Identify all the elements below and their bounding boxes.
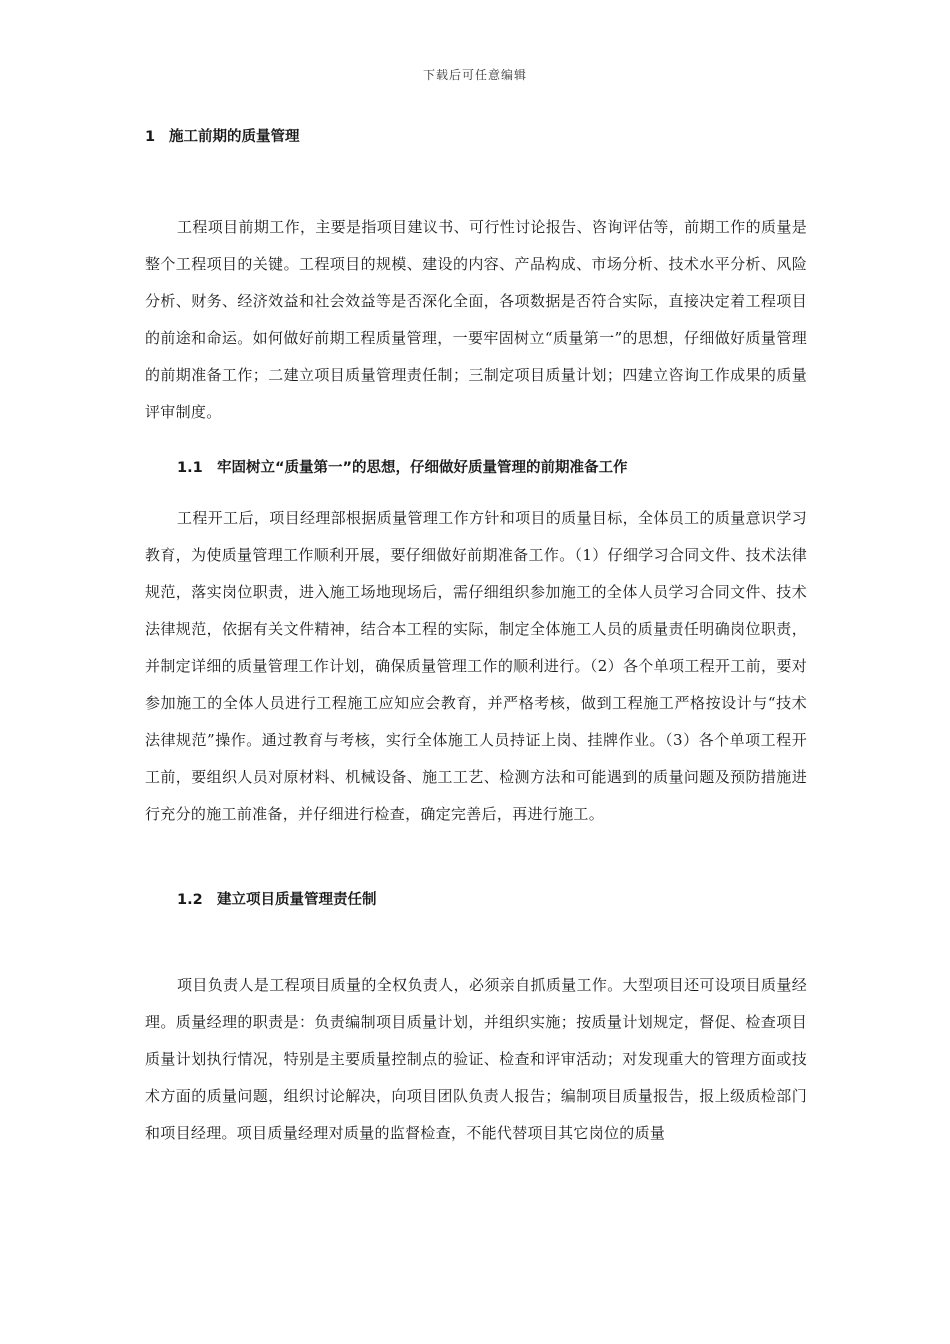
section-1-1-title: 牢固树立“质量第一”的思想，仔细做好质量管理的前期准备工作	[217, 460, 628, 476]
section-1-title: 施工前期的质量管理	[169, 129, 300, 145]
section-1-2-number: 1.2	[177, 892, 203, 908]
section-1-2-title: 建立项目质量管理责任制	[217, 892, 377, 908]
section-1-1-heading	[145, 453, 807, 483]
section-1-1-paragraph: 工程开工后，项目经理部根据质量管理工作方针和项目的质量目标，全体员工的质量意识学习教育，为使质量管理工作顺利开展，要仔细做好前期准备工作。（1）仔细学习合同文件、技术法律规范，落实岗位职责，进入施工场地现场后，需仔细组织参加施工的全体人员学习合同文件、技术法律规范，依据有关文件精神，结合本工程的实际，制定全体施工人员的质量责任明确岗位职责，并制定详细的质量管理工作计划，确保质量管理工作的顺利进行。（2）各个单项工程开工前，要对参加施工的全体人员进行工程施工应知应会教育，并严格考核，做到工程施工严格按设计与“技术法律规范”操作。通过教育与考核，实行全体施工人员持证上岗、挂牌作业。（3）各个单项工程开工前，要组织人员对原材料、机械设备、施工工艺、检测方法和可能遇到的质量问题及预防措施进行充分的施工前准备，并仔细进行检查，确定完善后，再进行施工。	[145, 509, 807, 823]
spacer	[145, 915, 807, 967]
spacer	[145, 483, 807, 500]
section-1-2-heading	[145, 885, 807, 915]
section-1-1-number: 1.1	[177, 460, 203, 476]
spacer	[145, 152, 807, 209]
spacer	[145, 833, 807, 885]
section-1-paragraph: 工程项目前期工作，主要是指项目建议书、可行性讨论报告、咨询评估等，前期工作的质量是整个工程项目的关键。工程项目的规模、建设的内容、产品构成、市场分析、技术水平分析、风险分析、财务、经济效益和社会效益等是否深化全面，各项数据是否符合实际，直接决定着工程项目的前途和命运。如何做好前期工程质量管理，一要牢固树立“质量第一”的思想，仔细做好质量管理的前期准备工作；二建立项目质量管理责任制；三制定项目质量计划；四建立咨询工作成果的质量评审制度。	[145, 218, 807, 421]
document-body	[145, 122, 807, 1152]
section-1-number: 1	[145, 129, 156, 145]
section-1-heading	[145, 122, 807, 152]
header-note: 下载后可任意编辑	[422, 68, 527, 82]
spacer	[145, 431, 807, 453]
section-1-2-paragraph: 项目负责人是工程项目质量的全权负责人，必须亲自抓质量工作。大型项目还可设项目质量经理。质量经理的职责是：负责编制项目质量计划，并组织实施；按质量计划规定，督促、检查项目质量计划执行情况，特别是主要质量控制点的验证、检查和评审活动；对发现重大的管理方面或技术方面的质量问题，组织讨论解决，向项目团队负责人报告；编制项目质量报告，报上级质检部门和项目经理。项目质量经理对质量的监督检查，不能代替项目其它岗位的质量	[145, 976, 807, 1142]
